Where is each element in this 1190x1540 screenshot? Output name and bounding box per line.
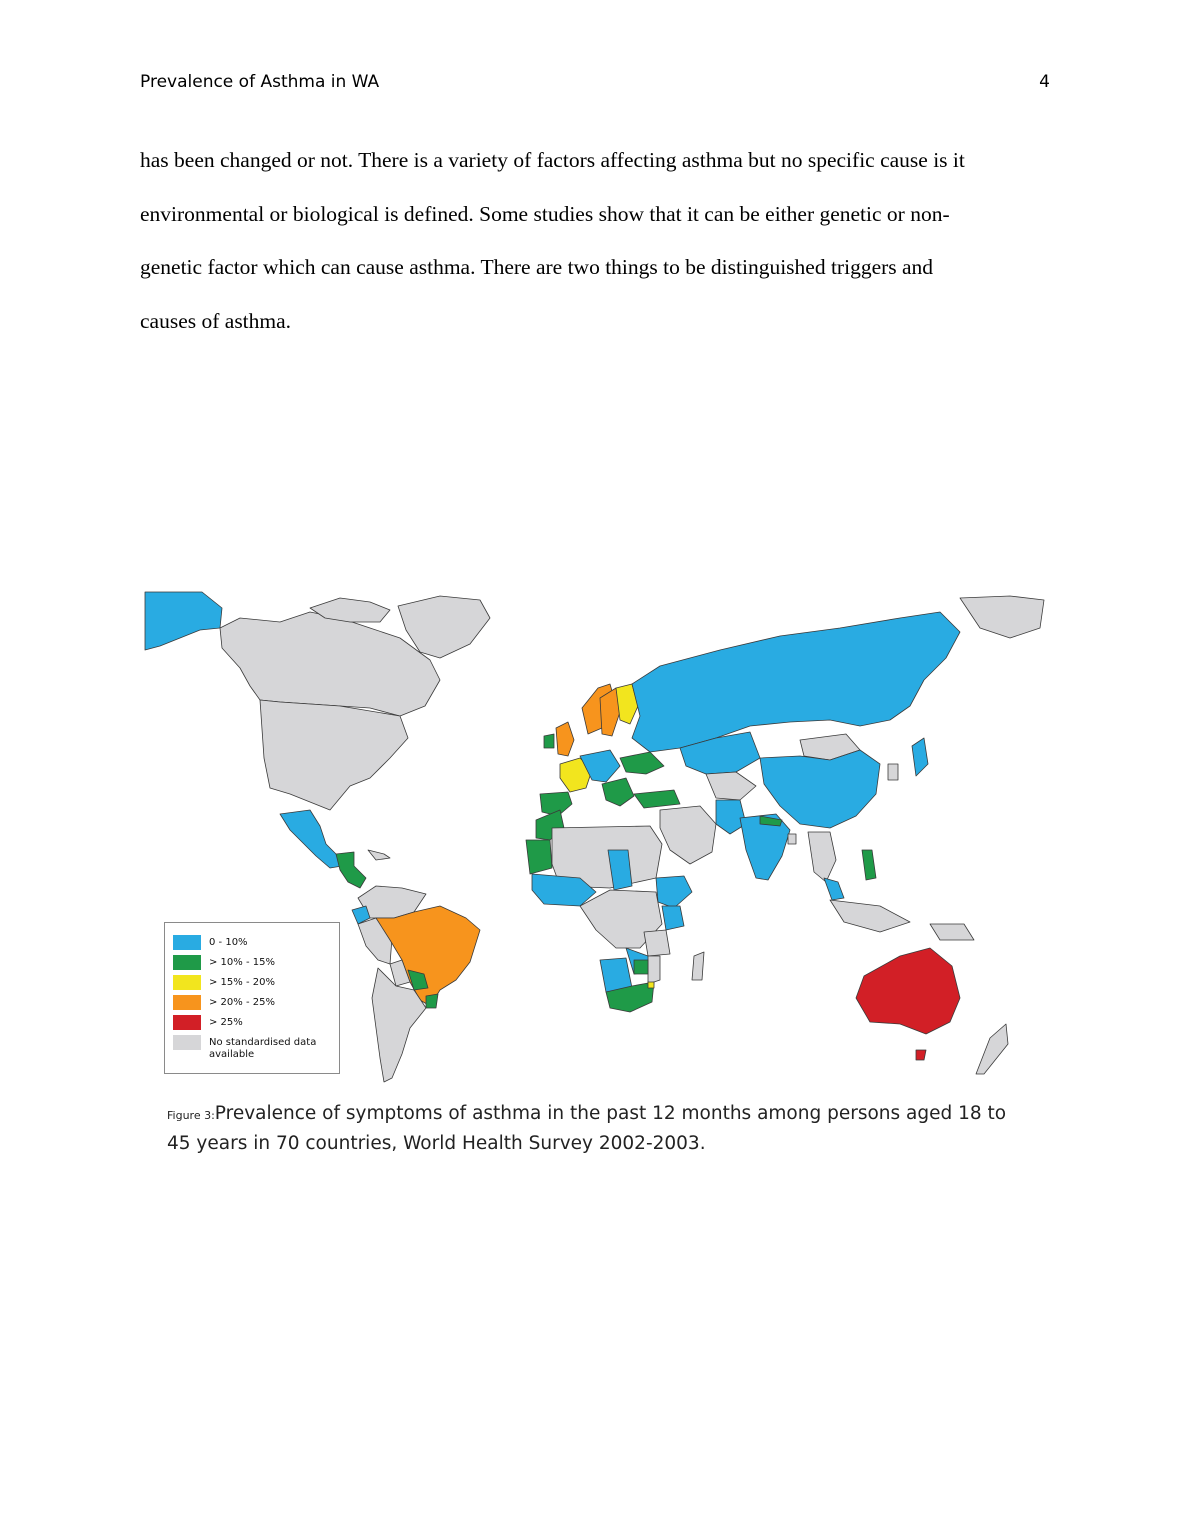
- region-malaysia: [824, 878, 844, 900]
- region-alaska: [145, 592, 222, 650]
- figure-caption-label: Figure 3:: [167, 1109, 215, 1122]
- page-number: 4: [1039, 72, 1050, 92]
- region-new-zealand: [976, 1024, 1008, 1074]
- legend-label: 0 - 10%: [209, 937, 248, 948]
- region-central-asia: [706, 772, 756, 800]
- region-zimbabwe: [634, 960, 648, 974]
- region-ireland: [544, 734, 554, 748]
- legend-label: > 20% - 25%: [209, 997, 275, 1008]
- region-russia: [632, 612, 960, 752]
- region-uk: [556, 722, 574, 756]
- region-turkey: [634, 790, 680, 808]
- region-ukraine: [620, 752, 664, 774]
- legend-label: > 10% - 15%: [209, 957, 275, 968]
- running-head-title: Prevalence of Asthma in WA: [140, 72, 380, 92]
- legend-swatch: [173, 995, 201, 1010]
- region-pakistan: [716, 800, 746, 834]
- region-tanzania: [644, 930, 670, 956]
- world-asthma-map-figure: [140, 588, 1050, 1094]
- region-southeast-asia: [808, 832, 836, 882]
- region-madagascar: [692, 952, 704, 980]
- region-caribbean: [368, 850, 390, 860]
- body-line: has been changed or not. There is a variety of factors affecting asthma but no specific cause is it: [140, 148, 965, 172]
- legend-swatch: [173, 1035, 201, 1050]
- region-australia: [856, 948, 960, 1034]
- region-middle-east: [660, 806, 716, 864]
- page-header: [140, 72, 1050, 98]
- region-chukotka: [960, 596, 1044, 638]
- figure-caption-text: Prevalence of symptoms of asthma in the past 12 months among persons aged 18 to 45 years in 70 countries, World Health Survey 2002-2003.: [167, 1103, 1007, 1154]
- region-balkans: [602, 778, 634, 806]
- legend-swatch: [173, 1015, 201, 1030]
- legend-label: > 25%: [209, 1017, 243, 1028]
- region-kenya: [662, 906, 684, 930]
- region-japan: [912, 738, 928, 776]
- region-mexico: [280, 810, 342, 868]
- region-mozambique: [648, 956, 660, 984]
- region-papua: [930, 924, 974, 940]
- body-paragraph: [140, 134, 1050, 348]
- region-central-america: [336, 852, 366, 888]
- region-korea: [888, 764, 898, 780]
- figure-caption: [167, 1100, 1017, 1158]
- region-indonesia: [830, 900, 910, 932]
- legend-label: No standardised data available: [209, 1037, 317, 1060]
- legend-swatch: [173, 975, 201, 990]
- body-line: environmental or biological is defined. Some studies show that it can be either genetic or non-: [140, 201, 950, 226]
- region-bangladesh: [788, 834, 796, 844]
- legend-label: > 15% - 20%: [209, 977, 275, 988]
- region-western-sahara: [526, 840, 552, 874]
- region-uruguay: [426, 994, 438, 1008]
- region-tasmania: [916, 1050, 926, 1060]
- map-legend: [164, 922, 340, 1074]
- region-usa: [260, 700, 408, 810]
- body-line: genetic factor which can cause asthma. There are two things to be distinguished triggers and: [140, 255, 934, 279]
- legend-swatch: [173, 935, 201, 950]
- body-line: causes of asthma.: [140, 308, 292, 333]
- region-swaziland: [648, 982, 654, 988]
- region-philippines: [862, 850, 876, 880]
- region-ethiopia: [656, 876, 692, 908]
- legend-swatch: [173, 955, 201, 970]
